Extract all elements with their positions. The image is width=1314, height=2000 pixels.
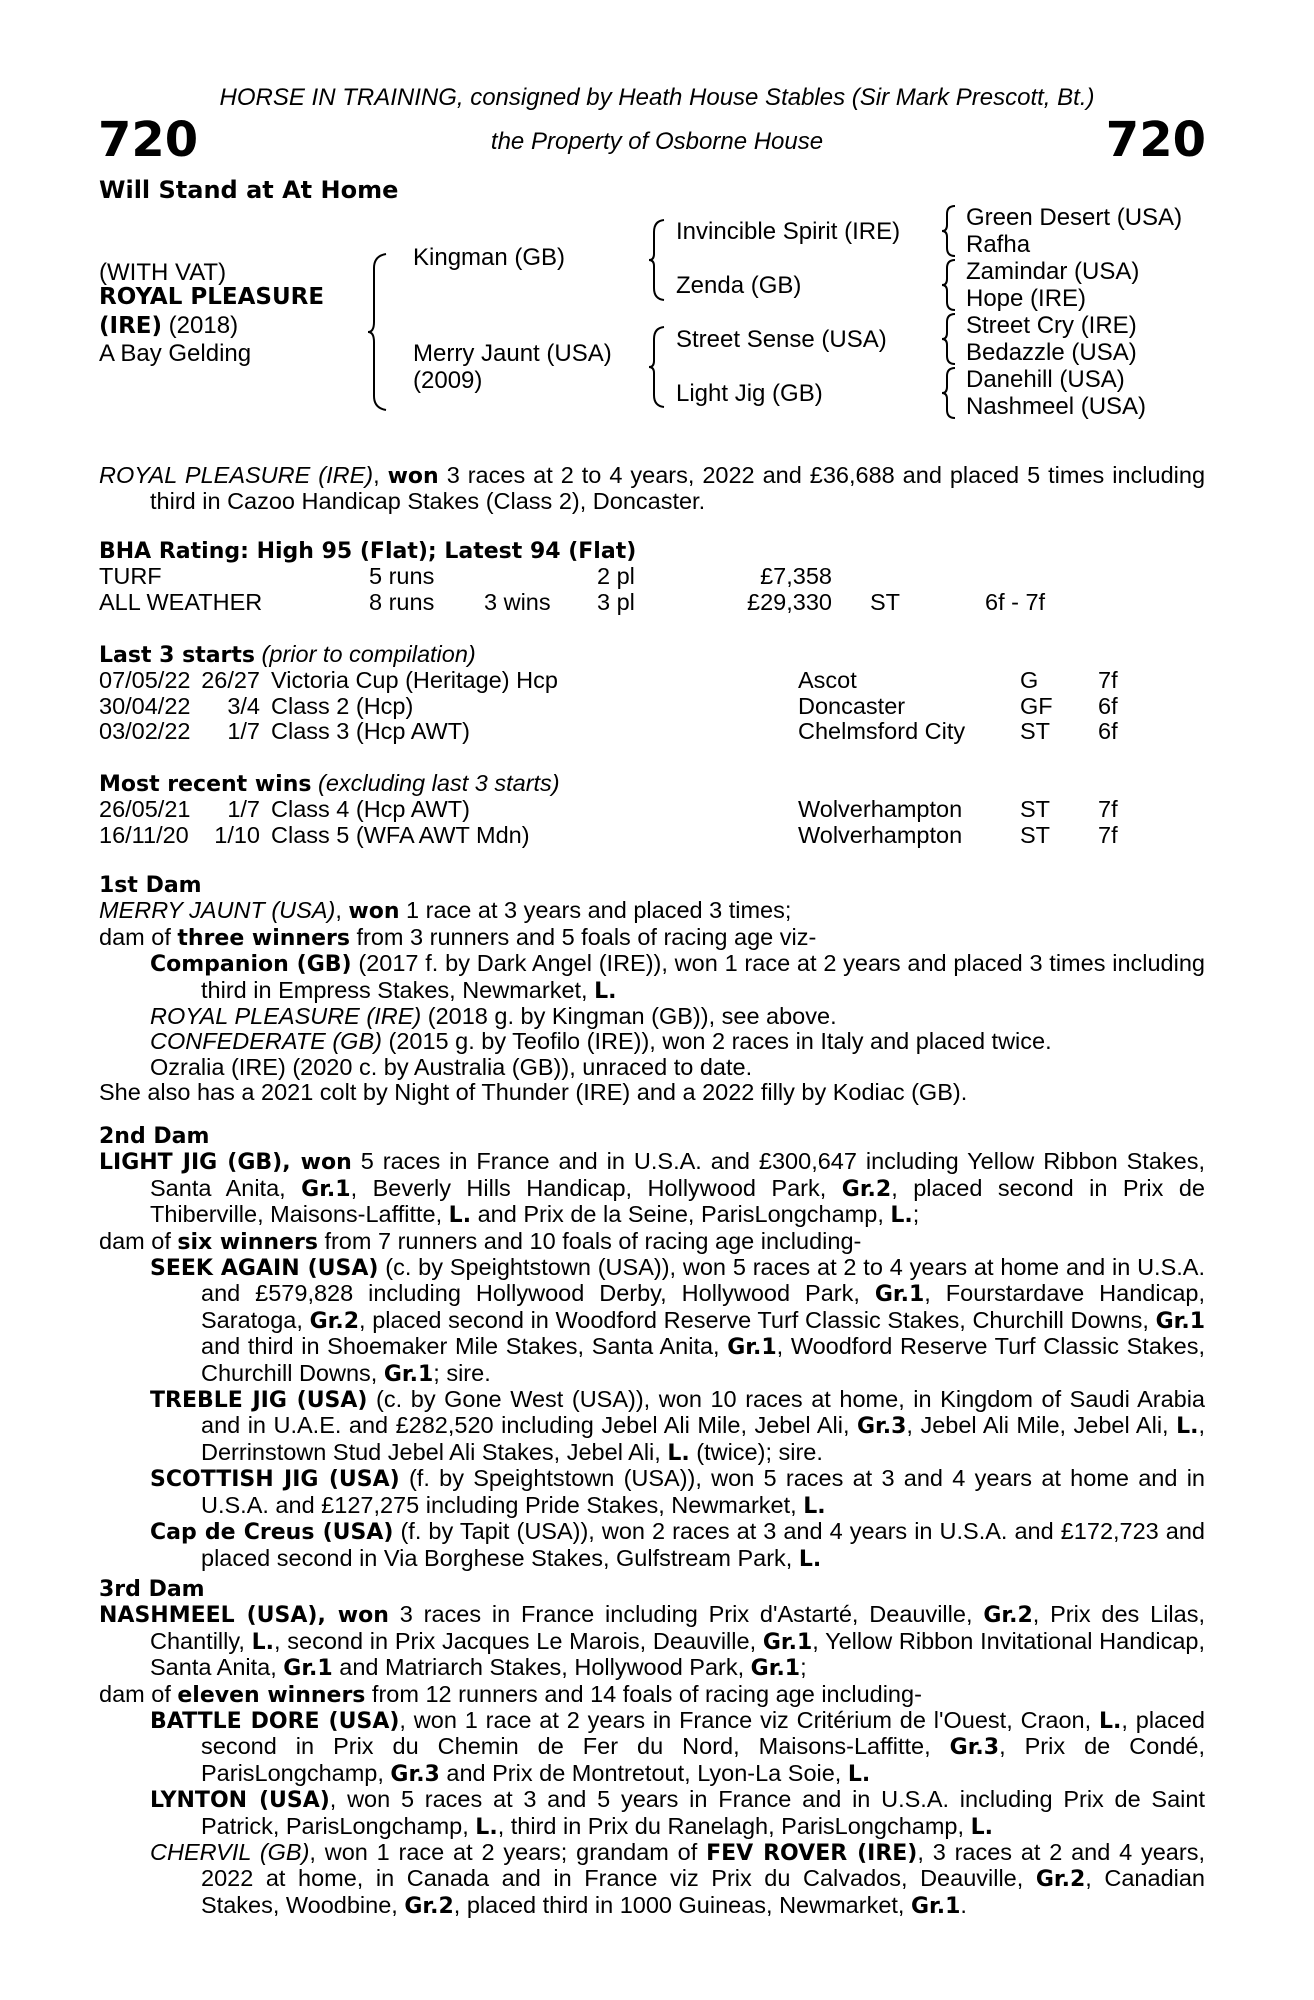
pedigree-brace-sire	[648, 218, 668, 302]
stand-line: Will Stand at At Home	[99, 176, 399, 204]
pedigree-gen2-2: Zenda (GB)	[676, 272, 802, 299]
recent-row: 26/05/21 1/7 Class 4 (Hcp AWT) Wolverhampton ST 7f	[99, 796, 1118, 823]
second-dam-heading: 2nd Dam	[99, 1124, 210, 1149]
pedigree-brace-g3-4	[941, 366, 959, 420]
horse-origin-year: (IRE) (2018)	[99, 312, 239, 339]
pedigree-gen3-5: Street Cry (IRE)	[966, 312, 1137, 339]
third-dam-section	[99, 1577, 1205, 1919]
last3-heading: Last 3 starts (prior to compilation)	[99, 641, 476, 668]
first-dam-line: MERRY JAUNT (USA), won 1 race at 3 years and placed 3 times;	[99, 897, 792, 925]
last3-section	[99, 642, 1205, 745]
rating-heading: BHA Rating: High 95 (Flat); Latest 94 (Flat)	[99, 539, 637, 564]
produce-entry: LYNTON (USA), won 5 races at 3 and 5 years in France and in U.S.A. including Prix de Saint Patrick, ParisLongchamp, L., third in Prix du Ranelagh, ParisLongchamp, L.	[150, 1786, 1205, 1840]
pedigree-gen3-4: Hope (IRE)	[966, 285, 1087, 312]
pedigree-gen3-7: Danehill (USA)	[966, 366, 1125, 393]
last3-row: 03/02/22 1/7 Class 3 (Hcp AWT) Chelmsford City ST 6f	[99, 718, 1118, 745]
pedigree-gen2-1: Invincible Spirit (IRE)	[676, 218, 901, 245]
first-dam-heading: 1st Dam	[99, 873, 202, 898]
recent-table	[99, 797, 1118, 848]
rating-table	[99, 564, 1045, 615]
recent-wins-section	[99, 771, 1205, 848]
summary-paragraph: ROYAL PLEASURE (IRE), won 3 races at 2 to 4 years, 2022 and £36,688 and placed 5 times including third in Cazoo Handicap Stakes (Class 2), Doncaster.	[99, 462, 1206, 515]
pedigree-gen3-6: Bedazzle (USA)	[966, 339, 1137, 366]
consignment-line: HORSE IN TRAINING, consigned by Heath House Stables (Sir Mark Prescott, Bt.)	[219, 84, 1095, 111]
vat-label: (WITH VAT)	[99, 259, 227, 286]
last3-table	[99, 668, 1118, 744]
third-dam-paragraph: NASHMEEL (USA), won 3 races in France including Prix d'Astarté, Deauville, Gr.2, Prix des Lilas, Chantilly, L., second in Prix Jacques Le Marois, Deauville, Gr.1, Yellow Ribbon Invitational Handicap, Santa Anita, Gr.1 and Matriarch Stakes, Hollywood Park, Gr.1;	[99, 1601, 1205, 1682]
pedigree-gen2-4: Light Jig (GB)	[676, 380, 823, 407]
produce-entry: SEEK AGAIN (USA) (c. by Speightstown (USA)), won 5 races at 2 to 4 years at home and in U.S.A. and £579,828 including Hollywood Derby, Hollywood Park, Gr.1, Fourstardave Handicap, Saratoga, Gr.2, placed second in Woodford Reserve Turf Classic Stakes, Churchill Downs, Gr.1 and third in Shoemaker Mile Stakes, Santa Anita, Gr.1, Woodford Reserve Turf Classic Stakes, Churchill Downs, Gr.1; sire.	[150, 1254, 1205, 1387]
produce-entry: Ozralia (IRE) (2020 c. by Australia (GB)), unraced to date.	[150, 1053, 753, 1080]
first-dam-note: She also has a 2021 colt by Night of Thunder (IRE) and a 2022 filly by Kodiac (GB).	[99, 1079, 968, 1106]
rating-row-turf: TURF 5 runs 2 pl £7,358	[99, 563, 832, 590]
pedigree-gen2-3: Street Sense (USA)	[676, 326, 887, 353]
produce-entry: Companion (GB) (2017 f. by Dark Angel (IRE)), won 1 race at 2 years and placed 3 times including third in Empress Stakes, Newmarket, L.	[150, 950, 1205, 1004]
pedigree-gen3-1: Green Desert (USA)	[966, 204, 1183, 231]
third-dam-heading: 3rd Dam	[99, 1577, 205, 1602]
lot-number-left: 720	[98, 112, 199, 168]
second-dam-produce-line: dam of six winners from 7 runners and 10 foals of racing age including-	[99, 1227, 862, 1255]
rating-row-aw: ALL WEATHER 8 runs 3 wins 3 pl £29,330 ST 6f - 7f	[99, 588, 1046, 615]
last3-row: 07/05/22 26/27 Victoria Cup (Heritage) Hcp Ascot G 7f	[99, 667, 1118, 694]
produce-entry: BATTLE DORE (USA), won 1 race at 2 years in France viz Critérium de l'Ouest, Craon, L., placed second in Prix du Chemin de Fer du Nord, Maisons-Laffitte, Gr.3, Prix de Condé, ParisLongchamp, Gr.3 and Prix de Montretout, Lyon-La Soie, L.	[150, 1707, 1206, 1787]
second-dam-paragraph: LIGHT JIG (GB), won 5 races in France and in U.S.A. and £300,647 including Yellow Ribbon Stakes, Santa Anita, Gr.1, Beverly Hills Handicap, Hollywood Park, Gr.2, placed second in Prix de Thiberville, Maisons-Laffitte, L. and Prix de la Seine, ParisLongchamp, L.;	[99, 1148, 1205, 1229]
pedigree-gen3-3: Zamindar (USA)	[966, 258, 1140, 285]
pedigree-brace-g3-2	[941, 258, 959, 312]
pedigree-brace-g3-1	[941, 204, 959, 258]
first-dam-produce-line: dam of three winners from 3 runners and 5 foals of racing age viz-	[99, 923, 817, 951]
dam-year: (2009)	[413, 367, 483, 394]
pedigree-brace-g3-3	[941, 312, 959, 366]
recent-heading: Most recent wins (excluding last 3 starts)	[99, 770, 560, 797]
produce-entry: Cap de Creus (USA) (f. by Tapit (USA)), won 2 races at 3 and 4 years in U.S.A. and £172,723 and placed second in Via Borghese Stakes, Gulfstream Park, L.	[150, 1518, 1205, 1572]
produce-entry: SCOTTISH JIG (USA) (f. by Speightstown (USA)), won 5 races at 3 and 4 years at home and in U.S.A. and £127,275 including Pride Stakes, Newmarket, L.	[150, 1465, 1205, 1519]
third-dam-produce-line: dam of eleven winners from 12 runners and 14 foals of racing age including-	[99, 1680, 922, 1708]
owner-line: the Property of Osborne House	[490, 128, 824, 155]
lot-number-right: 720	[1105, 112, 1206, 168]
second-dam-section	[99, 1124, 1205, 1572]
sire-name: Kingman (GB)	[413, 244, 566, 271]
pedigree-gen3-2: Rafha	[966, 231, 1031, 258]
dam-name: Merry Jaunt (USA)	[413, 340, 612, 367]
last3-row: 30/04/22 3/4 Class 2 (Hcp) Doncaster GF 6f	[99, 692, 1118, 719]
produce-entry: ROYAL PLEASURE (IRE) (2018 g. by Kingman (GB)), see above.	[150, 1003, 837, 1030]
pedigree-brace-dam	[648, 325, 668, 409]
produce-entry: CONFEDERATE (GB) (2015 g. by Teofilo (IRE)), won 2 races in Italy and placed twice.	[150, 1028, 1052, 1055]
rating-section	[99, 539, 1205, 615]
produce-entry: TREBLE JIG (USA) (c. by Gone West (USA)), won 10 races at home, in Kingdom of Saudi Arabia and in U.A.E. and £282,520 including Jebel Ali Mile, Jebel Ali, Gr.3, Jebel Ali Mile, Jebel Ali, L., Derrinstown Stud Jebel Ali Stakes, Jebel Ali, L. (twice); sire.	[150, 1386, 1205, 1466]
first-dam-section	[99, 873, 1205, 1106]
horse-name: ROYAL PLEASURE	[99, 284, 325, 310]
produce-entry: CHERVIL (GB), won 1 race at 2 years; grandam of FEV ROVER (IRE), 3 races at 2 and 4 years, 2022 at home, in Canada and in France viz Prix du Calvados, Deauville, Gr.2, Canadian Stakes, Woodbine, Gr.2, placed third in 1000 Guineas, Newmarket, Gr.1.	[150, 1839, 1206, 1919]
horse-description: A Bay Gelding	[99, 340, 252, 367]
summary-section	[99, 463, 1205, 515]
pedigree-gen3-8: Nashmeel (USA)	[966, 393, 1147, 420]
pedigree-brace-main	[366, 252, 392, 412]
recent-row: 16/11/20 1/10 Class 5 (WFA AWT Mdn) Wolverhampton ST 7f	[99, 821, 1118, 848]
